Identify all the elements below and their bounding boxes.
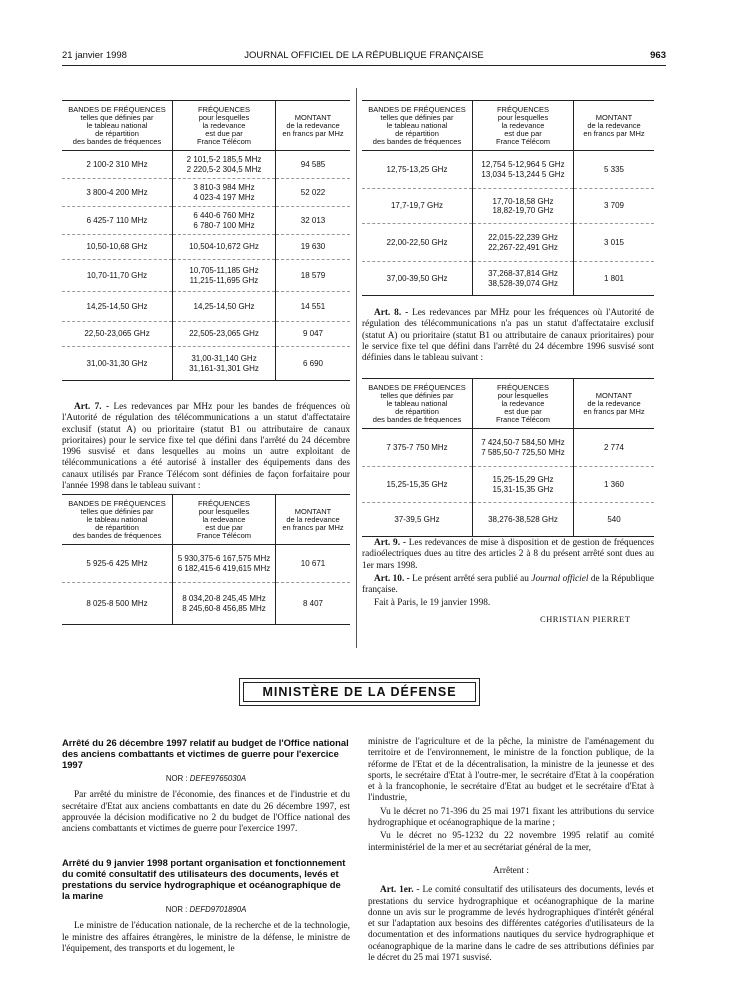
amount-cell: 19 630 — [276, 235, 351, 260]
band-cell: 10,50-10,68 GHz — [62, 235, 173, 260]
arrete2-intro: Le ministre de l'éducation nationale, de la recherche et de la technologie, le ministre des affaires étrangères, le ministre de la défense, le ministre de l'équipement, des transports et du logement, le — [62, 921, 350, 954]
arrete2-nor — [62, 904, 350, 915]
amount-cell: 18 579 — [276, 260, 351, 292]
page-header — [62, 50, 666, 64]
art10-text-a: Le présent arrêté sera publié au — [412, 573, 529, 584]
col-header-frequencies: FRÉQUENCES pour lesquelles la redevance est due par France Télécom — [173, 495, 276, 545]
arrete-2 — [62, 857, 350, 957]
arrete2-title: Arrêté du 9 janvier 1998 portant organisation et fonctionnement du comité consultatif des utilisateurs des documents, levés et prestations du service hydrographique et océanographique de la marine — [62, 857, 346, 901]
frequencies-cell: 15,25-15,29 GHz 15,31-15,35 GHz — [473, 467, 574, 503]
article-8 — [362, 308, 654, 366]
arretent: Arrêtent : — [493, 865, 529, 876]
table-row — [62, 545, 350, 583]
header-page-number: 963 — [650, 50, 666, 61]
journal-officiel-ref: Journal officiel — [531, 573, 589, 584]
band-cell: 15,25-15,35 GHz — [362, 467, 473, 503]
table-row — [362, 503, 654, 537]
frequencies-cell: 10,504-10,672 GHz — [173, 235, 276, 260]
table-row — [362, 224, 654, 262]
col-header-bands: BANDES DE FRÉQUENCES telles que définies par le tableau national de répartition des bandes de fréquences — [362, 379, 473, 429]
band-cell: 37-39,5 GHz — [362, 503, 473, 537]
frequencies-cell: 6 440-6 760 MHz 6 780-7 100 MHz — [173, 207, 276, 235]
frequencies-cell: 8 034,20-8 245,45 MHz 8 245,60-8 456,85 MHz — [173, 583, 276, 625]
col-header-frequencies: FRÉQUENCES pour lesquelles la redevance est due par France Télécom — [173, 101, 276, 151]
table-row — [62, 292, 350, 322]
band-cell: 7 375-7 750 MHz — [362, 429, 473, 467]
amount-cell: 2 774 — [574, 429, 655, 467]
band-cell: 8 025-8 500 MHz — [62, 583, 173, 625]
column-divider — [356, 88, 357, 648]
frequencies-cell: 12,754 5-12,964 5 GHz 13,034 5-13,244 5 GHz — [473, 151, 574, 189]
art7-label: Art. 7. - — [74, 402, 110, 412]
art9-text: Les redevances de mise à disposition et de gestion de fréquences radioélectriques dues au titre des articles 2 à 8 du présent arrêté sont dues au 1er mars 1998. — [362, 538, 654, 571]
table-row — [362, 262, 654, 296]
frequencies-cell: 5 930,375-6 167,575 MHz 6 182,415-6 419,615 MHz — [173, 545, 276, 583]
frequencies-cell: 22,015-22,239 GHz 22,267-22,491 GHz — [473, 224, 574, 262]
arrete2-vu1: Vu le décret no 71-396 du 25 mai 1971 fixant les attributions du service hydrographique et océanographique de la marine ; — [368, 806, 654, 829]
arrete1-title: Arrêté du 26 décembre 1997 relatif au budget de l'Office national des anciens combattants et victimes de guerre pour l'exercice 1997 — [62, 737, 349, 770]
amount-cell: 14 551 — [276, 292, 351, 322]
amount-cell: 3 015 — [574, 224, 655, 262]
band-cell: 5 925-6 425 MHz — [62, 545, 173, 583]
arrete-2-continued — [368, 737, 654, 966]
art1-label: Art. 1er. - — [380, 885, 420, 896]
table-row — [62, 260, 350, 292]
amount-cell: 5 335 — [574, 151, 655, 189]
art10-label: Art. 10. - — [374, 573, 410, 584]
art1-text: Le comité consultatif des utilisateurs des documents, levés et prestations du service hydrographique et océanographique de la marine donne un avis sur le programme de levés hydrographiques d'intérêt général et sur l'adaptation aux besoins des différentes catégories d'utilisateurs de la documentation et des informations nautiques du service hydrographique et océanographique de la marine dans le cadre de ses attributions définies par le décret du 25 mai 1971 susvisé. — [368, 885, 654, 964]
table-row — [62, 322, 350, 347]
table-row — [362, 467, 654, 503]
art10-text-b: de la République française. — [362, 573, 655, 596]
arrete-1 — [62, 737, 350, 837]
done-at: Fait à Paris, le 19 janvier 1998. — [374, 598, 491, 609]
amount-cell: 1 360 — [574, 467, 655, 503]
col-header-amount: MONTANT de la redevance en francs par MHz — [574, 101, 655, 151]
frequency-table-1 — [62, 100, 350, 381]
header-rule — [62, 65, 666, 66]
table-row — [62, 207, 350, 235]
amount-cell: 32 013 — [276, 207, 351, 235]
article-9 — [362, 538, 654, 572]
band-cell: 12,75-13,25 GHz — [362, 151, 473, 189]
header-journal-title: JOURNAL OFFICIEL DE LA RÉPUBLIQUE FRANÇAISE — [244, 50, 484, 61]
frequencies-cell: 22,505-23,065 GHz — [173, 322, 276, 347]
art8-label: Art. 8. - — [374, 308, 409, 318]
frequency-table-4 — [362, 378, 654, 537]
arrete1-nor — [62, 773, 350, 784]
band-cell: 17,7-19,7 GHz — [362, 189, 473, 224]
arrete2-continued: ministre de l'agriculture et de la pêche, la ministre de l'aménagement du territoire et de l'environnement, le ministre de la fonction publique, de la réforme de l'Etat et de la décentralisation, la ministre de la jeunesse et des sports, le secrétaire d'Etat à l'outre-mer, le secrétaire d'Etat à la coopération et à la francophonie, le secrétaire d'Etat au budget et le secrétaire d'Etat à l'industrie, — [368, 737, 654, 804]
table-row — [62, 583, 350, 625]
amount-cell: 3 709 — [574, 189, 655, 224]
band-cell: 14,25-14,50 GHz — [62, 292, 173, 322]
frequency-table-3 — [362, 100, 654, 296]
table-row — [362, 151, 654, 189]
frequencies-cell: 38,276-38,528 GHz — [473, 503, 574, 537]
frequencies-cell: 7 424,50-7 584,50 MHz 7 585,50-7 725,50 MHz — [473, 429, 574, 467]
amount-cell: 540 — [607, 514, 621, 524]
frequencies-cell: 2 101,5-2 185,5 MHz 2 220,5-2 304,5 MHz — [173, 151, 276, 179]
articles-9-10 — [362, 538, 654, 612]
article-7 — [62, 402, 350, 494]
table-row — [62, 151, 350, 179]
art8-text: Les redevances par MHz pour les fréquences où l'Autorité de régulation des télécommunications n'a pas un statut d'affectataire exclusif (statut A) ou prioritaire (statut B1 ou attributaire de canaux prioritaires) pour le service fixe tel que défini dans l'arrêté du 24 décembre 1996 susvisé sont définies dans le tableau suivant : — [362, 308, 654, 364]
col-header-amount: MONTANT de la redevance en francs par MHz — [276, 101, 351, 151]
arrete2-art1 — [368, 885, 654, 964]
band-cell: 10,70-11,70 GHz — [62, 260, 173, 292]
table-row — [362, 189, 654, 224]
frequencies-cell: 14,25-14,50 GHz — [173, 292, 276, 322]
arrete2-vu2: Vu le décret no 95-1232 du 22 novembre 1995 relatif au comité interministériel de la mer et au secrétariat général de la mer, — [368, 831, 654, 853]
frequencies-cell: 3 810-3 984 MHz 4 023-4 197 MHz — [173, 179, 276, 207]
col-header-frequencies: FRÉQUENCES pour lesquelles la redevance est due par France Télécom — [473, 379, 574, 429]
col-header-amount: MONTANT de la redevance en francs par MHz — [574, 379, 655, 429]
header-date: 21 janvier 1998 — [62, 50, 127, 61]
article-10 — [362, 574, 654, 597]
art7-text: Les redevances par MHz pour les bandes de fréquences où l'Autorité de régulation des télécommunications a un statut d'affectataire exclusif (statut A) ou prioritaire (statut B1 ou attributaire de canaux prioritaires) pour le service fixe tel que défini dans l'arrêté du 24 décembre 1996 susvisé et dans lesquelles au moins un autre exploitant de télécommunications a été autorisé à installer des équipements dans des canaux utilisés par France Télécom sont définies de façon forfaitaire pour l'année 1998 dans le tableau suivant : — [62, 402, 350, 492]
frequencies-cell: 37,268-37,814 GHz 38,528-39,074 GHz — [473, 262, 574, 296]
table-row — [62, 235, 350, 260]
signature: CHRISTIAN PIERRET — [540, 614, 631, 624]
col-header-amount: MONTANT de la redevance en francs par MHz — [276, 495, 351, 545]
amount-cell: 8 407 — [302, 598, 324, 608]
frequencies-cell: 17,70-18,58 GHz 18,82-19,70 GHz — [473, 189, 574, 224]
amount-cell: 94 585 — [276, 151, 351, 179]
band-cell: 6 425-7 110 MHz — [62, 207, 173, 235]
amount-cell: 6 690 — [302, 358, 324, 368]
col-header-bands: BANDES DE FRÉQUENCES telles que définies par le tableau national de répartition des bandes de fréquences — [62, 495, 173, 545]
amount-cell: 9 047 — [276, 322, 351, 347]
band-cell: 22,00-22,50 GHz — [362, 224, 473, 262]
amount-cell: 1 801 — [603, 273, 625, 283]
band-cell: 2 100-2 310 MHz — [62, 151, 173, 179]
art9-label: Art. 9. - — [374, 538, 406, 548]
nor-label: NOR : — [165, 774, 188, 783]
ministry-title: MINISTÈRE DE LA DÉFENSE — [243, 682, 476, 702]
band-cell: 3 800-4 200 MHz — [62, 179, 173, 207]
frequencies-cell: 31,00-31,140 GHz 31,161-31,301 GHz — [173, 347, 276, 381]
ministry-box — [239, 678, 480, 706]
band-cell: 22,50-23,065 GHz — [62, 322, 173, 347]
amount-cell: 52 022 — [276, 179, 351, 207]
band-cell: 37,00-39,50 GHz — [362, 262, 473, 296]
table-row — [362, 429, 654, 467]
frequency-table-2 — [62, 494, 350, 625]
col-header-bands: BANDES DE FRÉQUENCES telles que définies par le tableau national de répartition des bandes de fréquences — [62, 101, 173, 151]
band-cell: 31,00-31,30 GHz — [62, 347, 173, 381]
nor-label: NOR : — [165, 905, 188, 914]
col-header-frequencies: FRÉQUENCES pour lesquelles la redevance est due par France Télécom — [473, 101, 574, 151]
col-header-bands: BANDES DE FRÉQUENCES telles que définies par le tableau national de répartition des bandes de fréquences — [362, 101, 473, 151]
arrete1-text: Par arrêté du ministre de l'économie, des finances et de l'industrie et du secrétaire d'Etat aux anciens combattants en date du 26 décembre 1997, est approuvée la décision modificative no 2 du budget de l'Office national des anciens combattants et victimes de guerre pour l'exercice 1997. — [62, 790, 350, 835]
frequencies-cell: 10,705-11,185 GHz 11,215-11,695 GHz — [173, 260, 276, 292]
table-row — [62, 179, 350, 207]
nor-code: DEFE9765030A — [189, 774, 247, 783]
table-row — [62, 347, 350, 381]
amount-cell: 10 671 — [276, 545, 351, 583]
nor-code: DEFD9701890A — [189, 905, 247, 914]
